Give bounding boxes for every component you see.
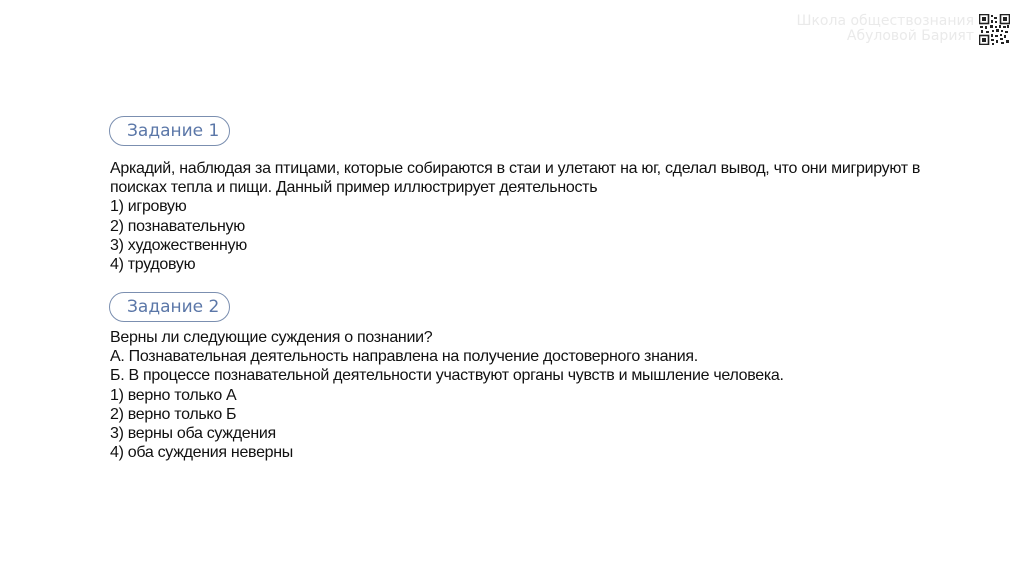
- task-2-statement-b: Б. В процессе познавательной деятельности участвуют органы чувств и мышление человека.: [110, 367, 784, 385]
- task-2-content: [110, 328, 970, 462]
- task-1-badge: Задание 1: [109, 116, 230, 146]
- watermark-line-2: Абуловой Барият: [846, 28, 974, 44]
- task-2-question: Верны ли следующие суждения о познании?: [110, 329, 433, 346]
- task-2-option-1: 1) верно только А: [110, 386, 237, 404]
- task-1-option-3: 3) художественную: [110, 236, 247, 254]
- task-2-option-4: 4) оба суждения неверны: [110, 444, 293, 462]
- task-1-option-1: 1) игровую: [110, 198, 187, 216]
- qr-code-icon: [979, 14, 1010, 45]
- watermark-line-1: Школа обществознания: [796, 13, 974, 29]
- task-1-option-4: 4) трудовую: [110, 256, 196, 274]
- task-1-option-2: 2) познавательную: [110, 217, 245, 235]
- school-watermark: [797, 14, 975, 44]
- task-2-option-2: 2) верно только Б: [110, 405, 237, 423]
- task-1-question-line-2: поисках тепла и пищи. Данный пример иллюстрирует деятельность: [110, 179, 598, 197]
- task-2-statement-a: А. Познавательная деятельность направлена на получение достоверного знания.: [110, 348, 698, 366]
- task-1-question-line-1: Аркадий, наблюдая за птицами, которые собираются в стаи и улетают на юг, сделал вывод, что они мигрируют в: [110, 160, 921, 177]
- task-2-option-3: 3) верны оба суждения: [110, 425, 276, 443]
- task-1-content: [110, 159, 970, 274]
- task-2-badge: Задание 2: [109, 292, 230, 322]
